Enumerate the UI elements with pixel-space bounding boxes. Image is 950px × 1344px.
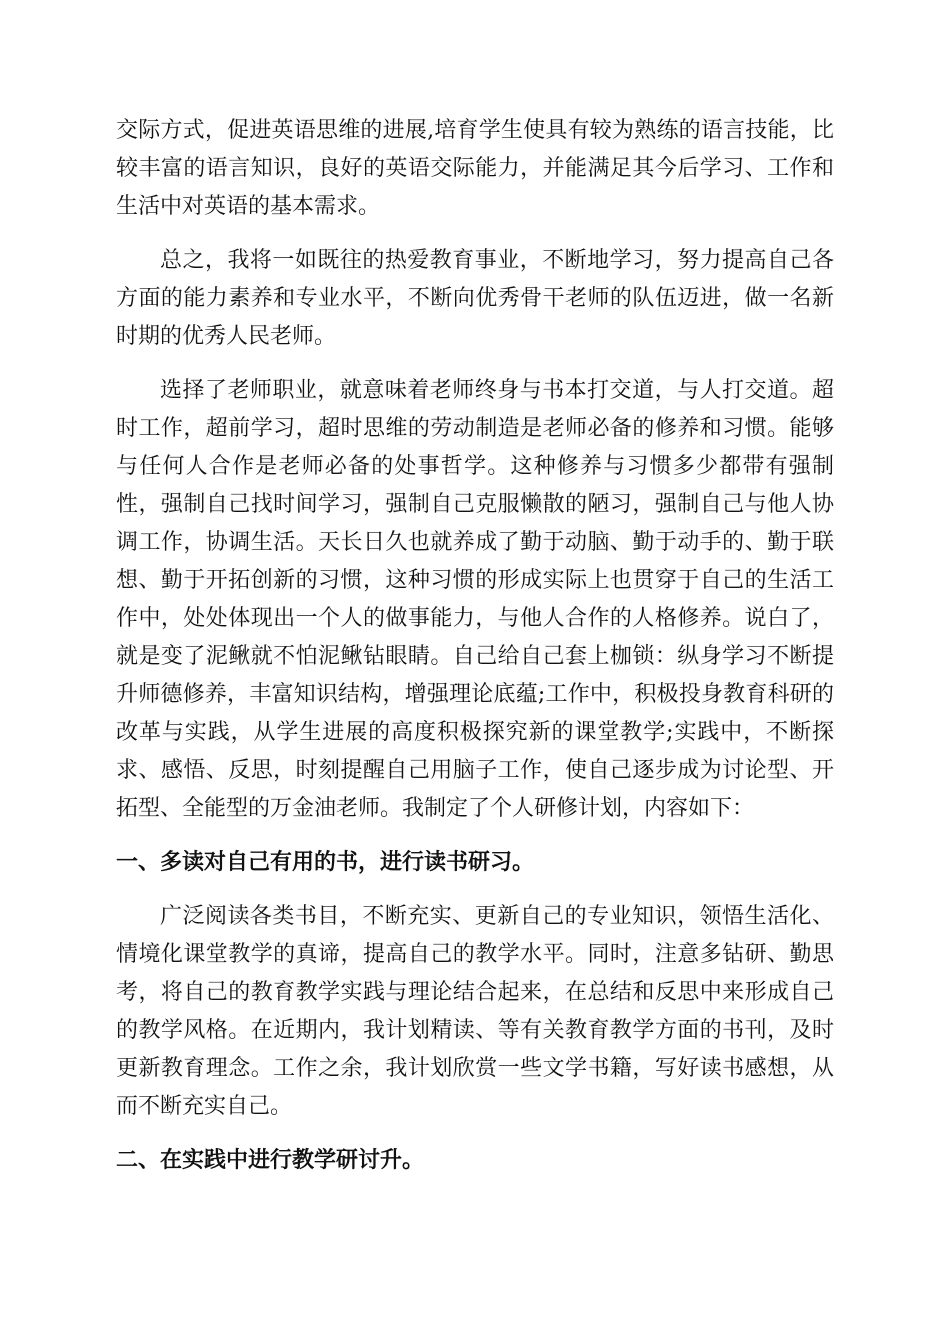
paragraph-continuation: 交际方式，促进英语思维的进展,培育学生使具有较为熟练的语言技能，比较丰富的语言知识，良好的英语交际能力，并能满足其今后学习、工作和生活中对英语的基本需求。: [116, 118, 834, 219]
paragraph-summary: 总之，我将一如既往的热爱教育事业，不断地学习，努力提高自己各方面的能力素养和专业水平，不断向优秀骨干老师的队伍迈进，做一名新时期的优秀人民老师。: [116, 248, 834, 349]
document-page: [116, 112, 834, 1196]
section-heading-practice: 二、在实践中进行教学研讨升。: [116, 1148, 425, 1173]
section-heading-reading: 一、多读对自己有用的书，进行读书研习。: [116, 850, 535, 875]
paragraph-reading: 广泛阅读各类书目，不断充实、更新自己的专业知识，领悟生活化、情境化课堂教学的真谛，提高自己的教学水平。同时，注意多钻研、勤思考，将自己的教育教学实践与理论结合起来，在总结和反思中来形成自己的教学风格。在近期内，我计划精读、等有关教育教学方面的书刊，及时更新教育理念。工作之余，我计划欣赏一些文学书籍，写好读书感想，从而不断充实自己。: [116, 904, 834, 1119]
paragraph-career: 选择了老师职业，就意味着老师终身与书本打交道，与人打交道。超时工作，超前学习，超时思维的劳动制造是老师必备的修养和习惯。能够与任何人合作是老师必备的处事哲学。这种修养与习惯多少都带有强制性，强制自己找时间学习，强制自己克服懒散的陋习，强制自己与他人协调工作，协调生活。天长日久也就养成了勤于动脑、勤于动手的、勤于联想、勤于开拓创新的习惯，这种习惯的形成实际上也贯穿于自己的生活工作中，处处体现出一个人的做事能力，与他人合作的人格修养。说白了，就是变了泥鳅就不怕泥鳅钻眼睛。自己给自己套上枷锁：纵身学习不断提升师德修养，丰富知识结构，增强理论底蕴;工作中，积极投身教育科研的改革与实践，从学生进展的高度积极探究新的课堂教学;实践中，不断探求、感悟、反思，时刻提醒自己用脑子工作，使自己逐步成为讨论型、开拓型、全能型的万金油老师。我制定了个人研修计划，内容如下：: [116, 378, 834, 821]
